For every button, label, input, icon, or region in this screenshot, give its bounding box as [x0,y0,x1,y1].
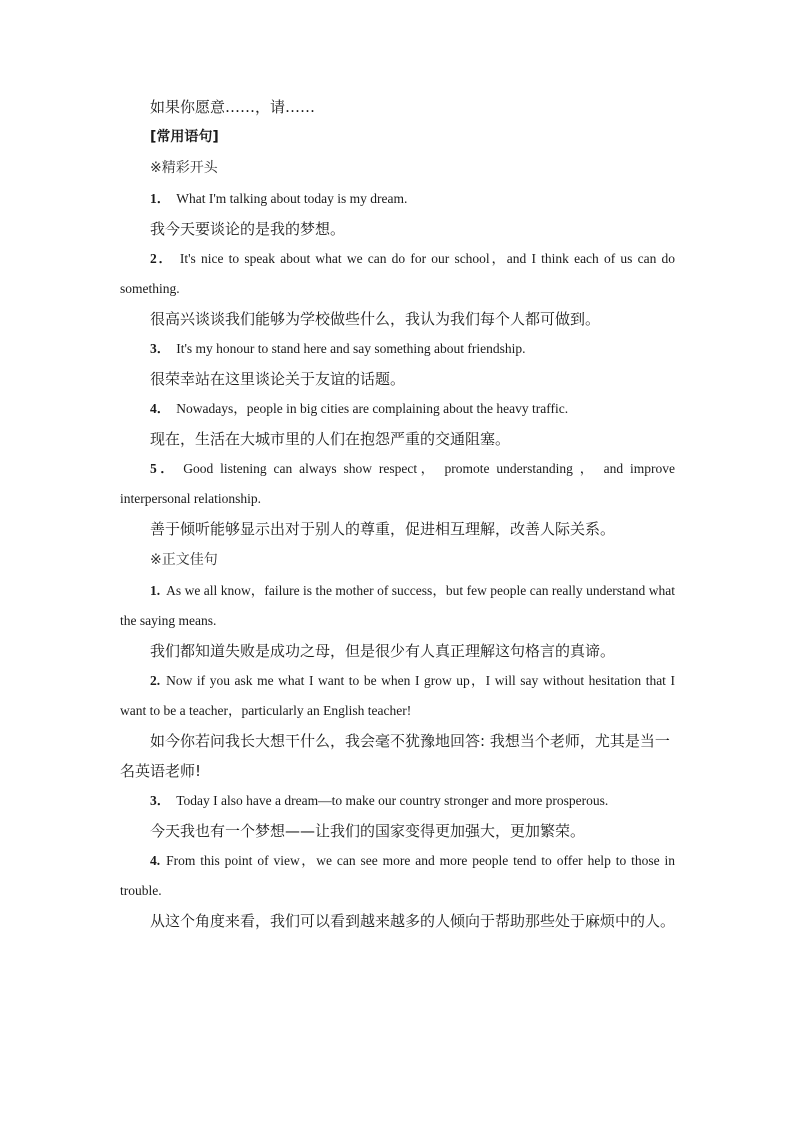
english-sentence [120,786,675,816]
intro-line: 如果你愿意……，请…… [150,98,316,116]
english-text: As we all know，failure is the mother of success，but few people can really understand what the saying means. [120,583,675,628]
document-page [120,92,675,936]
english-text: Now if you ask me what I want to be when I grow up，I will say without hesitation that I want to be a teacher，particularly an English teacher! [120,673,675,718]
english-text: Today I also have a dream—to make our country stronger and more prosperous. [176,793,609,808]
item-number: 3． [150,341,171,356]
list-item [120,334,675,394]
chinese-translation: 今天我也有一个梦想——让我们的国家变得更加强大，更加繁荣。 [150,822,586,840]
body-list [120,576,675,936]
english-sentence [120,576,675,636]
english-text: Good listening can always show respect， promote understanding ， and improve interpersonal relationship. [120,461,675,506]
item-number: 3． [150,793,171,808]
chinese-translation: 从这个角度来看，我们可以看到越来越多的人倾向于帮助那些处于麻烦中的人。 [150,912,676,930]
list-item [120,576,675,666]
list-item [120,786,675,846]
chinese-translation: 现在，生活在大城市里的人们在抱怨严重的交通阻塞。 [150,430,511,448]
opening-list [120,184,675,544]
item-number: 1. [150,583,161,598]
english-text: It's nice to speak about what we can do for our school，and I think each of us can do something. [120,251,675,296]
list-item [120,846,675,936]
section-body-title: ※正文佳句 [150,552,218,568]
english-sentence [120,394,675,424]
item-number: 2. [150,673,161,688]
list-item [120,244,675,334]
chinese-translation: 很荣幸站在这里谈论关于友谊的话题。 [150,370,406,388]
english-sentence [120,846,675,906]
english-sentence [120,454,675,514]
list-item [120,394,675,454]
list-item [120,454,675,544]
chinese-translation: 我们都知道失败是成功之母，但是很少有人真正理解这句格言的真谛。 [150,642,616,660]
english-sentence [120,334,675,364]
list-item [120,184,675,244]
item-number: 5． [150,461,178,476]
section-opening-title: ※精彩开头 [150,160,218,176]
chinese-translation: 如今你若问我长大想干什么，我会毫不犹豫地回答: 我想当个老师，尤其是当一名英语老师! [120,732,670,780]
english-text: Nowadays，people in big cities are complaining about the heavy traffic. [176,401,569,416]
english-text: It's my honour to stand here and say something about friendship. [176,341,526,356]
item-number: 4． [150,401,171,416]
list-item [120,666,675,786]
english-sentence [120,184,675,214]
common-phrases-heading: [常用语句] [150,129,219,145]
english-text: What I'm talking about today is my dream. [176,191,408,206]
english-text: From this point of view，we can see more and more people tend to offer help to those in trouble. [120,853,675,898]
item-number: 1． [150,191,171,206]
item-number: 2． [150,251,174,266]
chinese-translation: 我今天要谈论的是我的梦想。 [150,220,346,238]
chinese-translation: 很高兴谈谈我们能够为学校做些什么，我认为我们每个人都可做到。 [150,310,601,328]
english-sentence [120,244,675,304]
english-sentence [120,666,675,726]
item-number: 4. [150,853,161,868]
chinese-translation: 善于倾听能够显示出对于别人的尊重，促进相互理解，改善人际关系。 [150,520,616,538]
